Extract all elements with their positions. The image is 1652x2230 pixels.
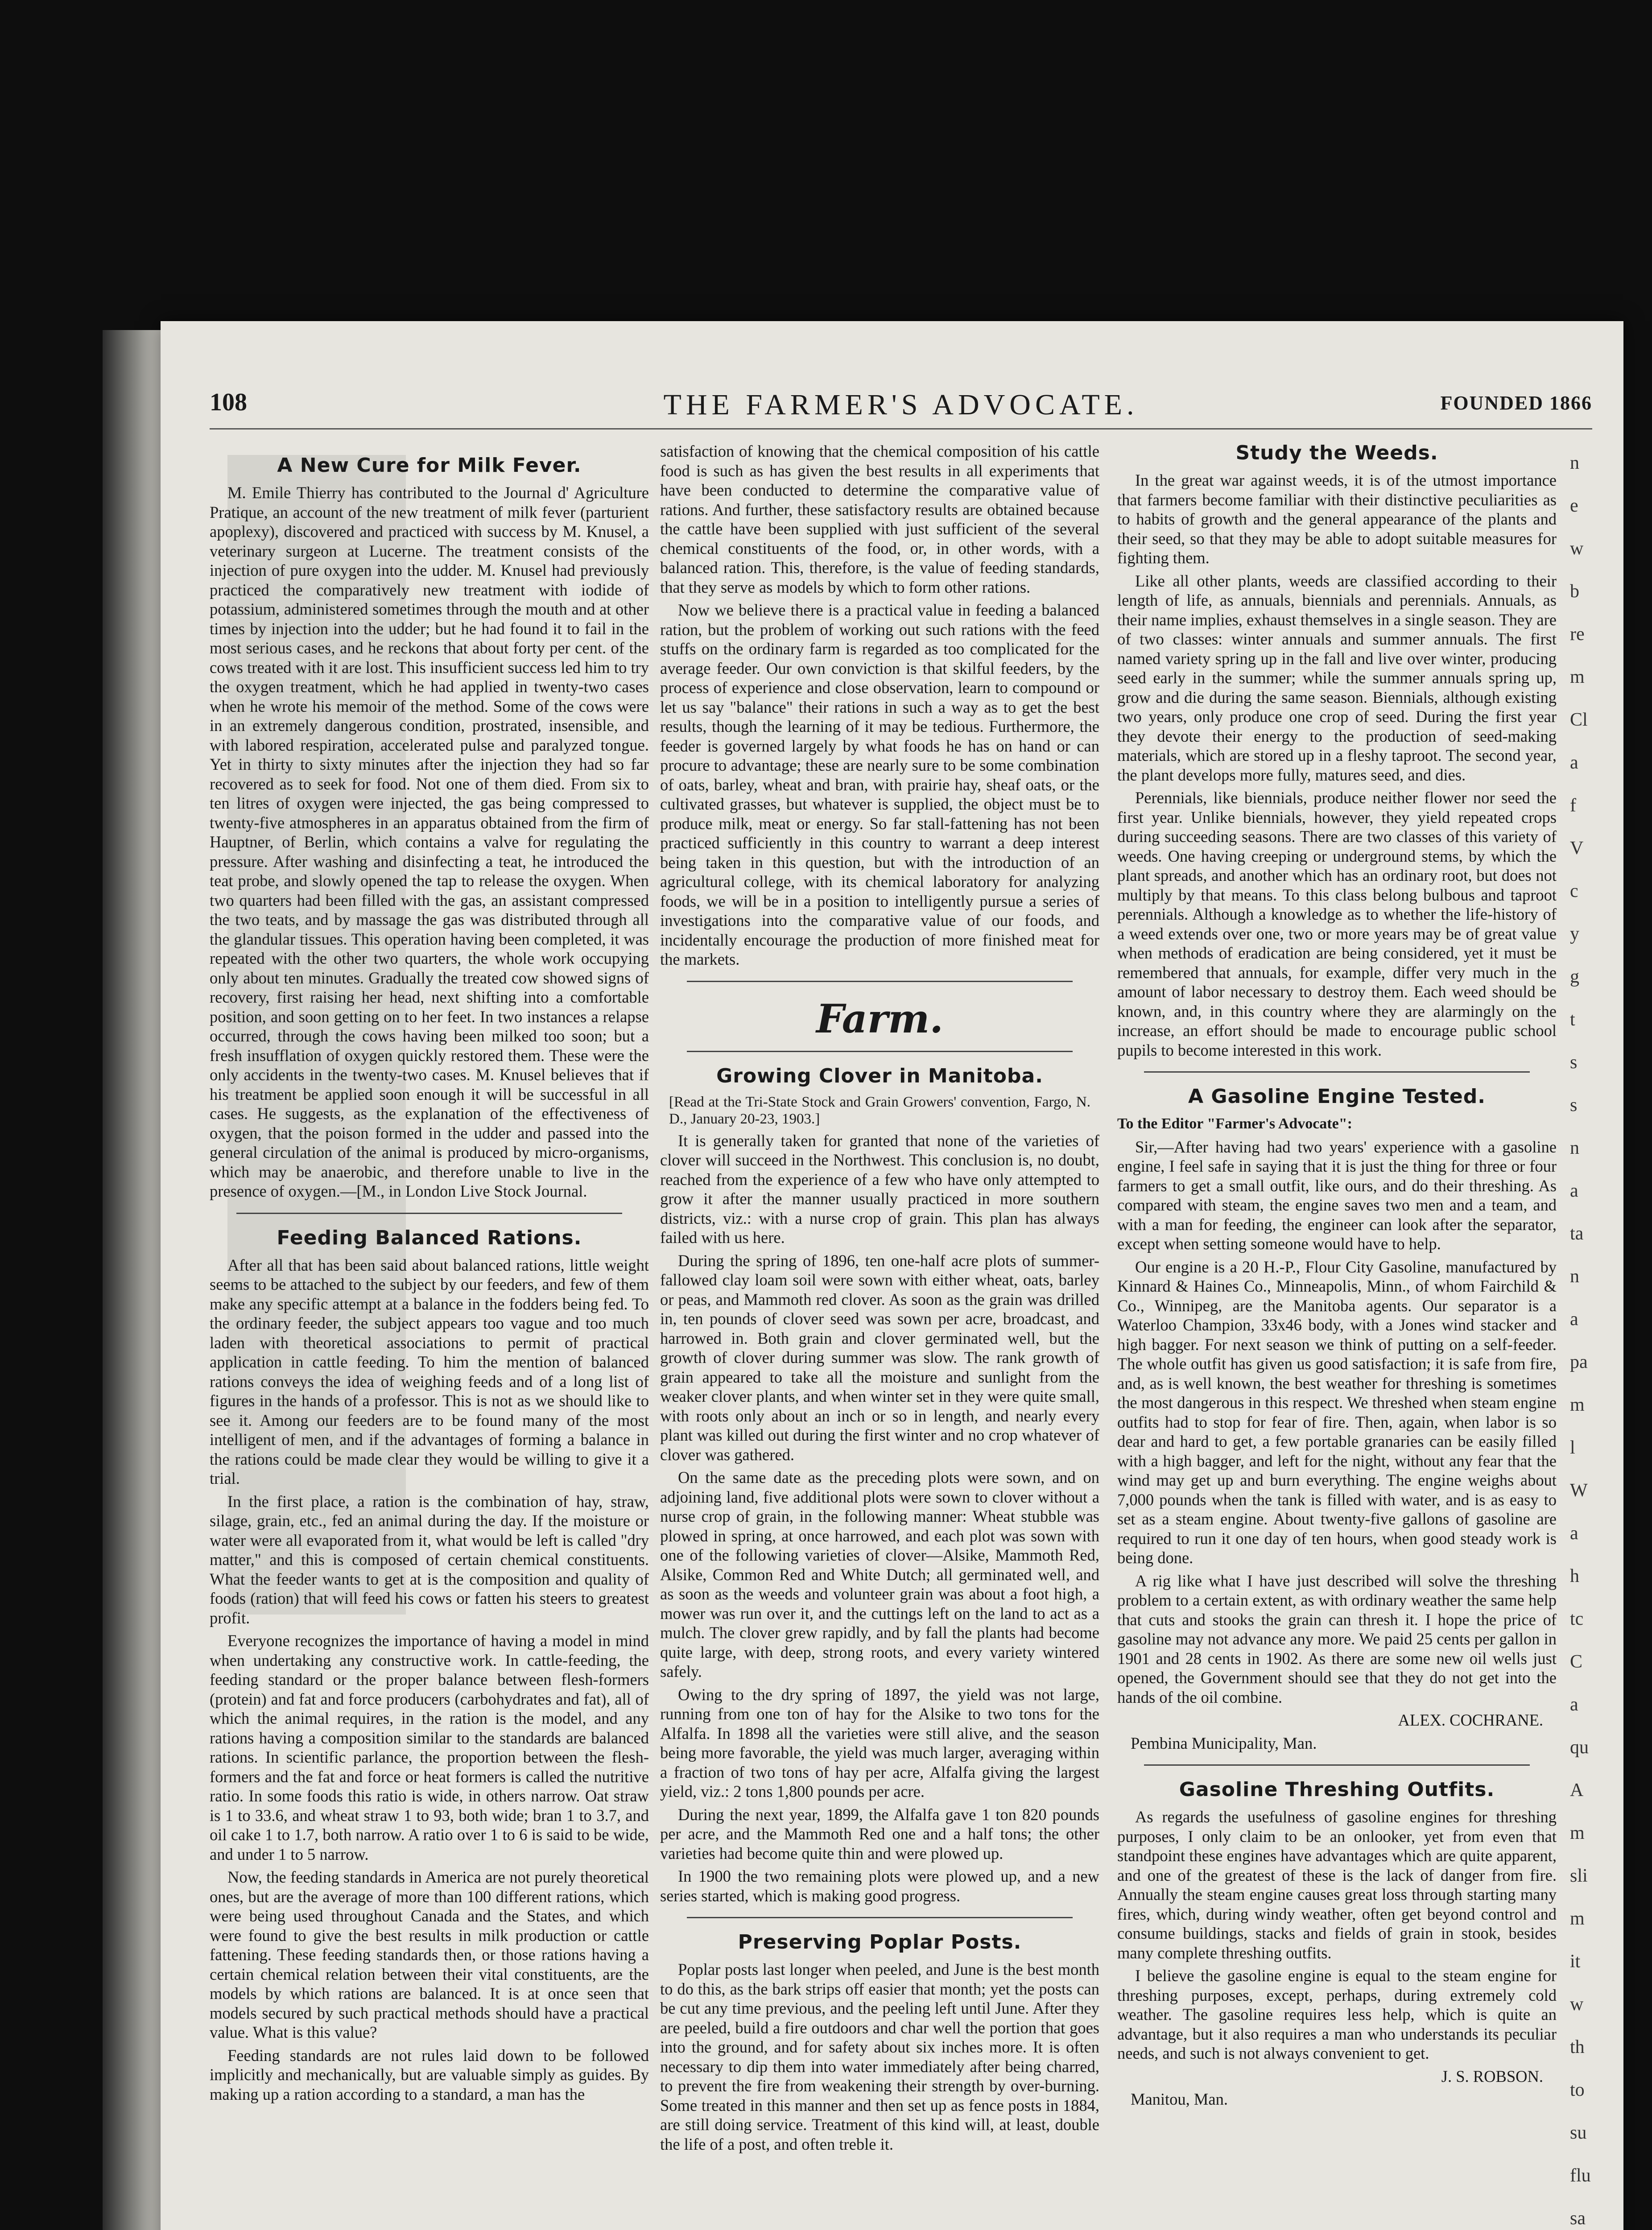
article-paragraph: In the first place, a ration is the combination of hay, straw, silage, grain, etc., fed an animal during the day. If the moisture or water were all evaporated from it, what would be left is called "dry matter," and this is composed of certain chemical constituents. What the feeder wants to get at is the composition and quality of foods (ration) that will feed his cows or fatten his steers to greatest profit. [210,1492,649,1627]
edge-fragment: m [1570,1908,1585,1929]
edge-fragment: f [1570,795,1576,816]
column-2 [660,442,1099,2230]
divider [687,981,1073,982]
edge-fragment: m [1570,667,1585,687]
edge-fragment: b [1570,581,1579,602]
edge-fragment: a [1570,1309,1578,1330]
article-paragraph: In the great war against weeds, it is of the utmost importance that farmers become familiar with their distinctive peculiarities as to habits of growth and the general appearance of the plants and their seed, so that they may be able to adopt suitable measures for fighting them. [1117,471,1557,567]
divider [236,1213,622,1214]
article-paragraph: Owing to the dry spring of 1897, the yield was not large, running from one ton of hay for the Alsike to two tons for the Alfalfa. In 1898 all the varieties were still alive, and the season being more favorable, the yield was much larger, averaging within a fraction of two tons of hay per acre, Alfalfa giving the largest yield, viz.: 2 tons 1,800 pounds per acre. [660,1685,1099,1801]
article-paragraph: A rig like what I have just described will solve the threshing problem to a certain extent, as with ordinary weather the same help that cuts and stooks the grain can thresh it. I hope the price of gasoline may not advance any more. We paid 25 cents per gallon in 1901 and 28 cents in 1902. As there are some new oil wells just opened, the Government should see that they do not get into the hands of the oil combine. [1117,1571,1557,1706]
edge-fragment: th [1570,2037,1585,2057]
book-spine-shadow [103,330,161,2230]
article-paragraph: As regards the usefulness of gasoline engines for threshing purposes, I only claim to be an onlooker, yet from even that standpoint these engines have advantages which are quite apparent, and one of the greatest of these is the lack of danger from fire. Annually the steam engine causes great loss through starting many fires, which, during windy weather, often get beyond control and consume buildings, stacks and fields of grain in stook, besides many complete threshing outfits. [1117,1808,1557,1962]
edge-fragment: h [1570,1566,1579,1586]
article-paragraph: Sir,—After having had two years' experience with a gasoline engine, I feel safe in saying that it is just the thing for three or four farmers to get a small outfit, like ours, and do their threshing. As compared with steam, the engine saves two men and a team, and with a man for feeding, the engineer can look after the separator, except when setting someone would have to help. [1117,1137,1557,1253]
article-paragraph: Poplar posts last longer when peeled, and June is the best month to do this, as the bark strips off easier that month; yet the posts can be cut any time previous, and the peeling left until June. After they are peeled, build a fire outdoors and char well the portion that goes into the ground, and for safety about six inches more. It is often necessary to dip them into water immediately after being charred, to prevent the fire from weakening their strength by over-burning. Some treated in this manner and then set up as fence posts in 1884, are still doing service. Treatment of this kind will, at least, double the life of a post, and often treble it. [660,1960,1099,2153]
edge-fragment: ta [1570,1223,1584,1244]
edge-fragment: m [1570,1823,1585,1843]
edge-fragment: s [1570,1095,1578,1115]
edge-fragment: c [1570,881,1578,901]
article-paragraph: M. Emile Thierry has contributed to the Journal d' Agriculture Pratique, an account of the new treatment of milk fever (parturient apoplexy), discovered and practiced with success by M. Knusel, a veterinary surgeon at Lucerne. The treatment consists of the injection of pure oxygen into the udder. M. Knusel had previously practiced the comparatively new treatment with iodide of potassium, administered sometimes through the mouth and at other times by injection into the udder; but he had found it to fail in the most serious cases, and he reckons that about forty per cent. of the cows treated with it are lost. This insufficient success led him to try the oxygen treatment, which he had applied in twenty-two cases when he wrote his memoir of the method. Some of the cows were in an extremely dangerous condition, prostrated, insensible, and with labored respiration, accelerated pulse and paralyzed tongue. Yet in thirty to sixty minutes after the injection they had so far recovered as to seek for food. Not one of them died. From six to ten litres of oxygen were injected, the gas being compressed to twenty-five atmospheres in an apparatus obtained from the firm of Hauptner, of Berlin, which contains a valve for regulating the pressure. After washing and disinfecting a teat, he introduced the teat probe, and slowly opened the tap to release the oxygen. When two quarters had been filled with the gas, an assistant compressed the two teats, and by massage the gas was distributed through all the glandular tissues. This operation having been completed, it was repeated with the other two quarters, the whole work occupying only about ten minutes. Gradually the treated cow showed signs of recovery, first raising her head, next shifting into a comfortable position, and soon getting on to her feet. In two instances a relapse occurred, through the cows having been milked too soon; but a fresh insufflation of oxygen quickly restored them. These were the only accidents in the twenty-two cases. M. Knusel believes that if his treatment be applied soon enough it will be successful in all cases. He suggests, as the explanation of the effectiveness of oxygen, that the poison formed in the udder and passed into the general circulation of the animal is produced by micro-organisms, which may be anaerobic, and therefore unable to live in the presence of oxygen.—[M., in London Live Stock Journal. [210,483,649,1200]
masthead-title: THE FARMER'S ADVOCATE. [663,388,1139,421]
article-paragraph: In 1900 the two remaining plots were plowed up, and a new series started, which is making good progress. [660,1867,1099,1905]
edge-fragment: Cl [1570,710,1588,730]
adjacent-page-fragments [1570,442,1623,2230]
edge-fragment: pa [1570,1352,1588,1372]
article-paragraph: During the spring of 1896, ten one-half acre plots of summer-fallowed clay loam soil were sown with either wheat, oats, barley or peas, and Mammoth red clover. As soon as the grain was drilled in, ten pounds of clover seed was sown per acre, broadcast, and harrowed in. Both grain and clover germinated well, but the growth of clover during summer was slow. The rank growth of grain appeared to take all the moisture and sunlight from the weaker clover plants, and when winter set in they were quite small, with roots only about an inch or so in length, and nearly every plant was killed out during the first winter and no crop whatever of clover was gathered. [660,1251,1099,1464]
article-title: Gasoline Threshing Outfits. [1179,1778,1495,1801]
edge-fragment: flu [1570,2165,1591,2186]
edge-fragment: re [1570,624,1585,644]
edge-fragment: m [1570,1395,1585,1415]
edge-fragment: e [1570,496,1578,516]
article-title: A Gasoline Engine Tested. [1188,1085,1486,1108]
article-title: A New Cure for Milk Fever. [277,454,582,477]
edge-fragment: w [1570,1994,1584,2015]
edge-fragment: w [1570,538,1584,559]
edge-fragment: a [1570,1694,1578,1715]
edge-fragment: n [1570,453,1579,473]
signature: J. S. ROBSON. [1441,2067,1543,2085]
newspaper-page [161,321,1623,2230]
edge-fragment: g [1570,966,1579,987]
article-paragraph: Our engine is a 20 H.-P., Flour City Gasoline, manufactured by Kinnard & Haines Co., Minneapolis, Minn., of whom Fairchild & Co., Winnipeg, are the Manitoba agents. Our separator is a Waterloo Champion, 33x46 body, with a Jones wind stacker and high bagger. For next season we think of putting on a self-feeder. The whole outfit has given us good satisfaction; it is safe from fire, and, as is well known, the best weather for threshing is sometimes the most dangerous in this respect. We threshed when steam engine outfits had to stop for fear of fire. Then, again, when labor is so dear and hard to get, a few portable granaries can be easily filled with a high bagger, and left for the night, without any fear that the wind may get up and burn everything. The engine weighs about 7,000 pounds when the tank is filled with water, and is as easy to set as a steam engine. About twenty-five gallons of gasoline are required to run it one day of ten hours, when good steady work is being done. [1117,1257,1557,1567]
column-3 [1117,442,1557,2230]
article-paragraph: On the same date as the preceding plots were sown, and on adjoining land, five additional plots were sown to clover without a nurse crop of grain, in the following manner: Wheat stubble was plowed in spring, at once harrowed, and each plot was sown with one of the following varieties of clover—Alsike, Mammoth Red, Alsike, Common Red and White Dutch; all germinated well, and as soon as the weeds and volunteer grain was about a foot high, a mower was run over it, and the cuttings left on the land to act as a mulch. The clover grew rapidly, and by fall the plants had become quite large, with deep, strong roots, and every variety wintered safely. [660,1468,1099,1681]
edge-fragment: a [1570,1523,1578,1544]
signature: ALEX. COCHRANE. [1398,1711,1543,1729]
edge-fragment: a [1570,1181,1578,1201]
article-paragraph: Like all other plants, weeds are classified according to their length of life, as annuals, biennials and perennials. Annuals, as their name implies, exhaust themselves in a single season. They are of two classes: winter annuals and summer annuals. The first named variety spring up in the fall and live over winter, producing seed early in the summer; while the summer annuals spring up, grow and die during the same season. Biennials, although existing two years, only produce one crop of seed. During the first year they devote their energy to the production of seed-making materials, which are stored up in a fleshy taproot. The second year, the plant develops more fully, matures seed, and dies. [1117,571,1557,784]
edge-fragment: n [1570,1266,1579,1287]
article-paragraph: Now, the feeding standards in America are not purely theoretical ones, but are the average of more than 100 different rations, which were being used throughout Canada and the States, and which were found to give the best results in milk production or cattle fattening. These feeding standards then, or those rations having a certain chemical relation between their vital constituents, are the models by which rations are balanced. It is at once seen that models secured by such practical methods should have a practical value. What is this value? [210,1868,649,2041]
edge-fragment: A [1570,1780,1584,1801]
edge-fragment: s [1570,1052,1578,1073]
edge-fragment: a [1570,752,1578,773]
edge-fragment: V [1570,838,1584,859]
article-paragraph: satisfaction of knowing that the chemical composition of his cattle food is such as has given the best results in all experiments that have been conducted to determine the comparative value of rations. And further, these satisfactory results are obtained because the cattle have been supplied with just sufficient of the several chemical constituents of the food, or, in other words, with a balanced ration. This, therefore, is the value of feeding standards, that they serve as models by which to form other rations. [660,442,1099,596]
article-title: Study the Weeds. [1235,442,1438,464]
edge-fragment: y [1570,924,1579,944]
edge-fragment: W [1570,1480,1588,1501]
location: Pembina Municipality, Man. [1131,1734,1317,1752]
divider [687,1917,1073,1918]
edge-fragment: sa [1570,2208,1586,2229]
page-number: 108 [210,388,247,416]
founded-note: FOUNDED 1866 [1440,392,1592,414]
divider [687,1051,1073,1052]
salutation: To the Editor "Farmer's Advocate": [1117,1115,1352,1132]
article-paragraph: Feeding standards are not rules laid down to be followed implicitly and mechanically, but are valuable simply as guides. By making up a ration according to a standard, a man has the [210,2046,649,2103]
article-title: Feeding Balanced Rations. [277,1226,582,1249]
article-paragraph: Now we believe there is a practical value in feeding a balanced ration, but the problem of working out such rations with the feed stuffs on the ordinary farm is regarded as too complicated for the average feeder. Our own conviction is that skilful feeders, by the process of experience and close observation, learn to compound or let us say "balance" their rations in such a way as to get the best results, though the learning of it may be tedious. Furthermore, the feeder is governed largely by what foods he has on hand or can procure to advantage; these are nearly sure to be some combination of oats, barley, wheat and bran, with prairie hay, sheaf oats, or the cultivated grasses, but whatever is supplied, the object must be to produce milk, meat or energy. So far stall-fattening has not been practiced sufficiently in this country to warrant a deep interest being taken in this question, but with the introduction of an agricultural college, with its chemical laboratory for analyzing foods, we will be in a position to intelligently pursue a series of investigations into the comparative value of our foods, and incidentally encourage the production of more finished meat for the markets. [660,601,1099,968]
divider [1144,1071,1530,1073]
article-note: [Read at the Tri-State Stock and Grain Growers' convention, Fargo, N. D., January 20-23, 1903.] [669,1094,1090,1127]
article-paragraph: After all that has been said about balanced rations, little weight seems to be attached to the subject by our feeders, and few of them make any specific attempt at a balance in the fodders being fed. To the ordinary feeder, the subject appears too vague and too much laden with theoretical associations to permit of practical application in cattle feeding. To him the mention of balanced rations conveys the idea of weighing feeds and of a long list of figures in the hands of a professor. This is not as we should like to see it. Among our feeders are to be found many of the most intelligent of men, and if the advantages of forming a balance in the rations could be made clear they would be willing to give it a trial. [210,1255,649,1487]
edge-fragment: sli [1570,1866,1588,1886]
edge-fragment: n [1570,1138,1579,1158]
article-paragraph: Everyone recognizes the importance of having a model in mind when undertaking any constructive work. In cattle-feeding, the feeding standard or the proper balance between flesh-formers (protein) and fat and force producers (carbohydrates and fat), all of which the animal requires, in the ration is the model, and any rations having a composition similar to the standards are balanced rations. In scientific parlance, the proportion between the flesh-formers and the fat and force or heat formers is called the nutritive ratio. In some foods this ratio is wide, in others narrow. Oat straw is 1 to 33.6, and wheat straw 1 to 93, both wide; bran 1 to 3.7, and oil cake 1 to 1.7, both narrow. A ratio over 1 to 6 is said to be wide, and under 1 to 5 narrow. [210,1631,649,1863]
edge-fragment: t [1570,1009,1575,1030]
article-paragraph: Perennials, like biennials, produce neither flower nor seed the first year. Unlike biennials, however, they yield repeated crops during succeeding seasons. There are two classes of this variety of weeds. One having creeping or underground stems, by which the plant spreads, and another which has an ordinary root, but does not multiply by that means. To this class belong bulbous and taproot perennials. Although a knowledge as to whether the life-history of a weed extends over one, two or more years may be of great value when methods of eradication are being considered, yet it must be remembered that annuals, for example, differ very much in the amount of labor necessary to destroy them. Each weed should be known, and, in this country where they are alarmingly on the increase, an effort should be made to encourage public school pupils to become interested in this work. [1117,789,1557,1059]
edge-fragment: to [1570,2080,1585,2100]
divider [1144,1764,1530,1766]
article-title: Preserving Poplar Posts. [738,1931,1022,1953]
edge-fragment: su [1570,2123,1587,2143]
article-title: Growing Clover in Manitoba. [716,1064,1043,1087]
column-1 [210,442,649,2230]
edge-fragment: C [1570,1652,1583,1672]
edge-fragment: it [1570,1951,1581,1972]
article-paragraph: I believe the gasoline engine is equal to the steam engine for threshing purposes, except, perhaps, during extremely cold weather. The gasoline requires less help, which is quite an advantage, but it also requires a man who understands its peculiar needs, and such is not always convenient to get. [1117,1966,1557,2062]
article-paragraph: During the next year, 1899, the Alfalfa gave 1 ton 820 pounds per acre, and the Mammoth Red one and a half tons; the other varieties had become quite thin and were plowed up. [660,1805,1099,1862]
edge-fragment: qu [1570,1737,1589,1758]
page-header [210,388,1592,429]
location: Manitou, Man. [1131,2090,1228,2108]
edge-fragment: tc [1570,1609,1584,1629]
department-heading: Farm. [816,995,943,1042]
edge-fragment: l [1570,1437,1575,1458]
article-paragraph: It is generally taken for granted that none of the varieties of clover will succeed in the Northwest. This conclusion is, no doubt, reached from the experience of a few who have only attempted to grow it after the manner usually practiced in more southern districts, viz.: with a nurse crop of grain. This plan has always failed with us here. [660,1131,1099,1247]
